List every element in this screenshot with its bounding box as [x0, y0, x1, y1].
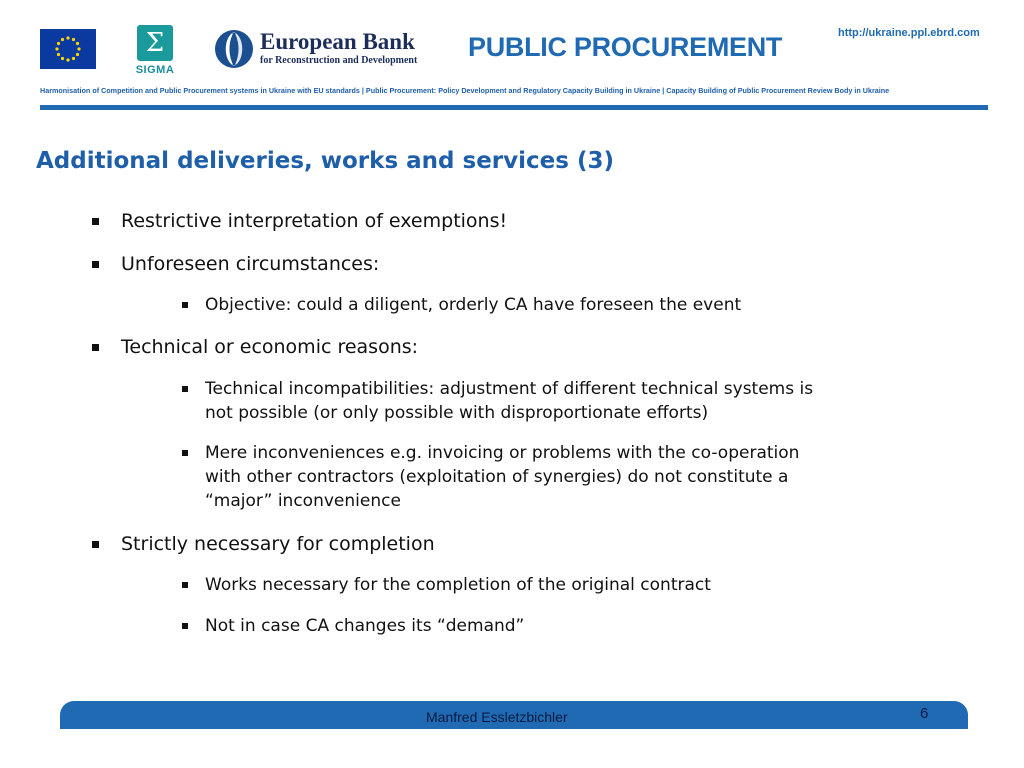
sub-bullet-item: Not in case CA changes its “demand”	[205, 616, 525, 636]
bullet-item: Technical or economic reasons:	[121, 336, 419, 358]
bullet-marker	[92, 344, 99, 351]
bullet-item: Restrictive interpretation of exemptions!	[121, 210, 508, 232]
sub-bullet-line: with other contractors (exploitation of synergies) do not constitute a	[205, 467, 789, 487]
sub-bullet-line: “major” inconvenience	[205, 491, 401, 511]
bullet-item: Unforeseen circumstances:	[121, 253, 380, 275]
bullet-marker	[92, 218, 99, 225]
bullet-marker	[92, 261, 99, 268]
ebrd-subtitle: for Reconstruction and Development	[260, 55, 418, 66]
sub-bullet-line: not possible (or only possible with disproportionate efforts)	[205, 403, 709, 423]
sub-bullet-line: Technical incompatibilities: adjustment of different technical systems is	[205, 379, 814, 399]
sigma-logo-icon: Σ	[137, 25, 173, 61]
sub-bullet-item: Works necessary for the completion of the original contract	[205, 575, 711, 595]
sub-bullet-marker	[182, 302, 188, 308]
page-number: 6	[920, 705, 929, 722]
sub-bullet-item: Objective: could a diligent, orderly CA have foreseen the event	[205, 295, 742, 315]
sub-bullet-marker	[182, 450, 188, 456]
ebrd-name: European Bank	[260, 29, 415, 54]
site-url-link[interactable]: http://ukraine.ppl.ebrd.com	[838, 27, 980, 39]
program-title: PUBLIC PROCUREMENT	[468, 32, 783, 62]
slide-title: Additional deliveries, works and services (3)	[36, 148, 614, 174]
sub-bullet-line: Mere inconveniences e.g. invoicing or problems with the co-operation	[205, 443, 800, 463]
sigma-label: SIGMA	[135, 64, 175, 76]
sub-bullet-marker	[182, 623, 188, 629]
footer-author: Manfred Essletzbichler	[426, 709, 568, 725]
sub-bullet-marker	[182, 582, 188, 588]
bullet-item: Strictly necessary for completion	[121, 533, 435, 555]
bullet-marker	[92, 541, 99, 548]
sub-bullet-marker	[182, 386, 188, 392]
header-tagline: Harmonisation of Competition and Public Procurement systems in Ukraine with EU standards | Public Procurement: Policy Development and Regulatory Capacity Building in Ukraine | Capacity Building of Public Procurement Review Body in Ukraine	[40, 86, 890, 95]
